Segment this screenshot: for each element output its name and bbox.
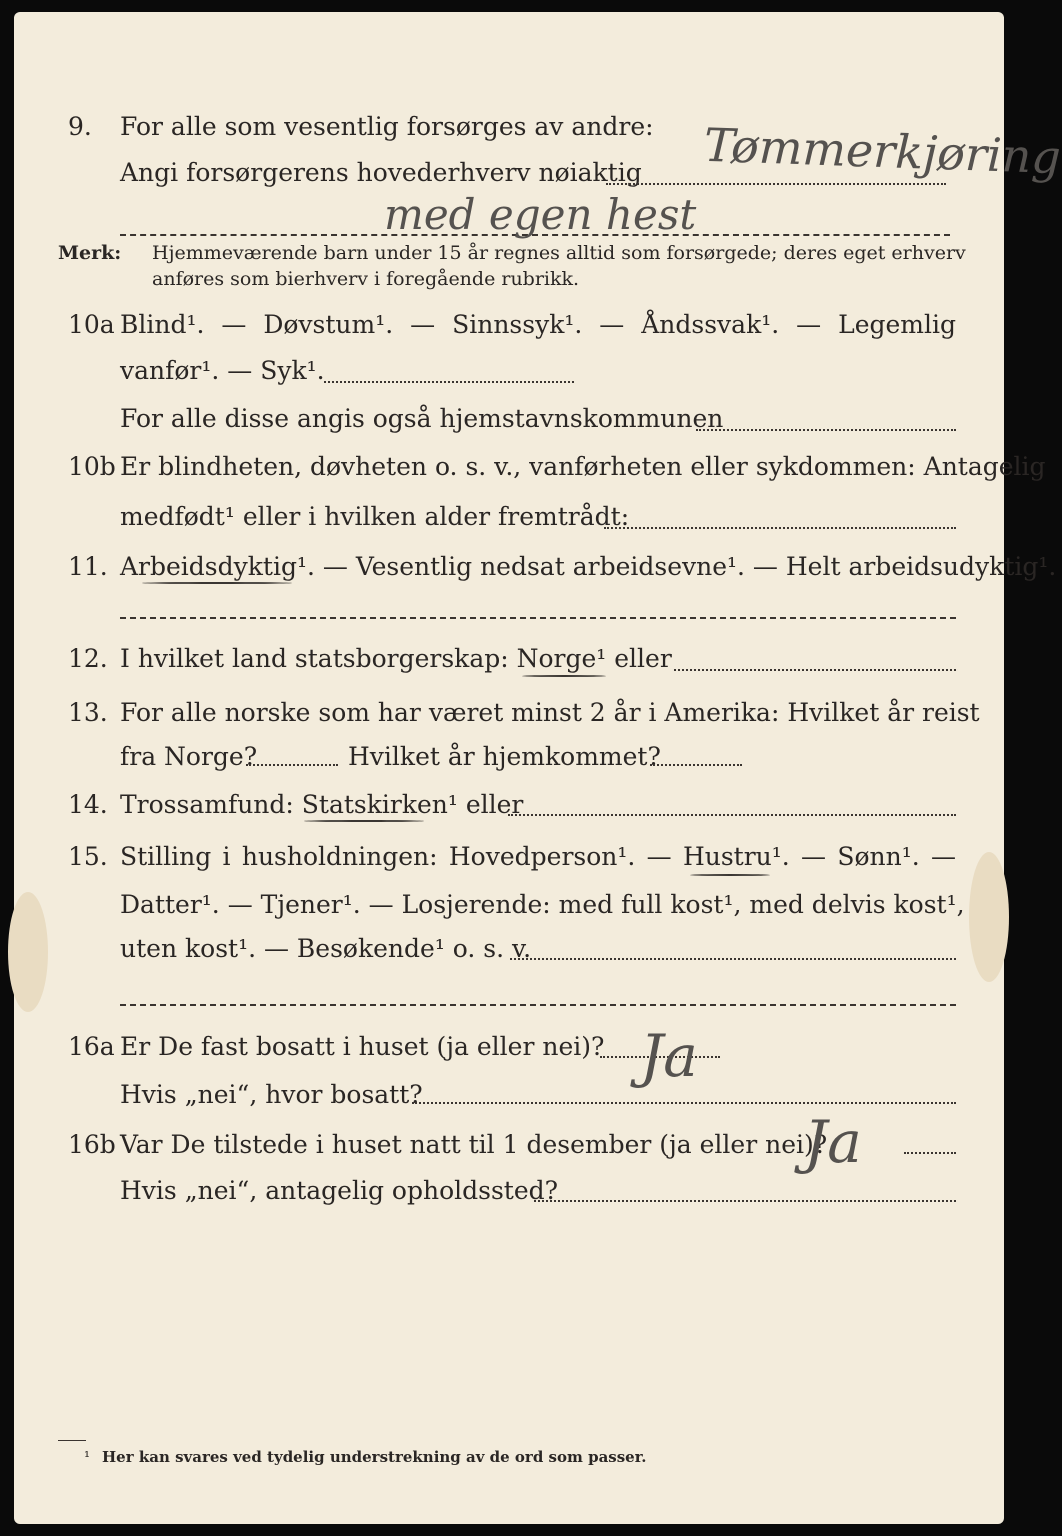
question-text: Blind¹. — Døvstum¹. — Sinnssyk¹. — Åndssvak¹. — Legemlig [120, 310, 956, 339]
answer-line [904, 1152, 956, 1154]
question-number: 10b [68, 452, 116, 481]
footnote-rule [58, 1440, 86, 1441]
footnote-text: Her kan svares ved tydelig understrekning av de ord som passer. [102, 1448, 647, 1466]
question-text: I hvilket land statsborgerskap: Norge¹ eller [120, 644, 672, 673]
question-number: 11. [68, 552, 108, 581]
question-text: Trossamfund: Statskirken¹ eller [120, 790, 524, 819]
handwritten-answer: med egen hest [384, 190, 697, 239]
answer-line [674, 669, 956, 671]
underline-mark [142, 582, 292, 584]
handwritten-answer: Ja [804, 1108, 862, 1176]
answer-line [412, 1102, 956, 1104]
underline-mark [690, 874, 770, 876]
footnote-mark: ¹ [84, 1448, 91, 1466]
question-text: Er blindheten, døvheten o. s. v., vanførheten eller sykdommen: Antagelig [120, 452, 1046, 481]
answer-line [246, 764, 338, 766]
question-number: 15. [68, 842, 108, 871]
question-number: 16a [68, 1032, 115, 1061]
question-text: Arbeidsdyktig¹. — Vesentlig nedsat arbeidsevne¹. — Helt arbeidsudyktig¹. [120, 552, 1057, 581]
answer-line [120, 1004, 956, 1006]
question-number: 12. [68, 644, 108, 673]
answer-line [510, 958, 956, 960]
question-number: 13. [68, 698, 108, 727]
question-number: 9. [68, 112, 92, 141]
underline-mark [304, 820, 424, 822]
answer-line [606, 183, 946, 185]
paper-stain [969, 852, 1009, 982]
answer-line [324, 381, 574, 383]
question-text: Datter¹. — Tjener¹. — Losjerende: med full kost¹, med delvis kost¹, [120, 890, 965, 919]
question-text: Hvilket år hjemkommet? [348, 742, 661, 771]
answer-line [534, 1200, 956, 1202]
answer-line [508, 814, 956, 816]
question-text: medfødt¹ eller i hvilken alder fremtrådt: [120, 502, 630, 531]
question-number: 14. [68, 790, 108, 819]
answer-line [696, 429, 956, 431]
question-text: Stilling i husholdningen: Hovedperson¹. — Hustru¹. — Sønn¹. — [120, 842, 956, 871]
note-label: Merk: [58, 242, 122, 264]
answer-line [120, 617, 956, 619]
handwritten-answer: Ja [640, 1022, 698, 1090]
question-text: Angi forsørgerens hovederhverv nøiaktig [120, 158, 642, 187]
question-text: Hvis „nei“, hvor bosatt? [120, 1080, 423, 1109]
question-text: For alle norske som har været minst 2 år i Amerika: Hvilket år reist [120, 698, 980, 727]
answer-line [650, 764, 742, 766]
question-text: Hvis „nei“, antagelig opholdssted? [120, 1176, 559, 1205]
note-text: Hjemmeværende barn under 15 år regnes alltid som forsørgede; deres eget erhverv [152, 242, 966, 264]
question-text: For alle som vesentlig forsørges av andre: [120, 112, 654, 141]
question-text: uten kost¹. — Besøkende¹ o. s. v. [120, 934, 532, 963]
question-text: fra Norge? [120, 742, 258, 771]
underline-mark [522, 675, 606, 677]
note-text: anføres som bierhverv i foregående rubrikk. [152, 268, 580, 290]
question-text: For alle disse angis også hjemstavnskommunen [120, 404, 724, 433]
answer-line [604, 527, 956, 529]
question-text: Var De tilstede i huset natt til 1 desember (ja eller nei)? [120, 1130, 828, 1159]
question-text: Er De fast bosatt i huset (ja eller nei)? [120, 1032, 605, 1061]
question-number: 10a [68, 310, 115, 339]
question-text: vanfør¹. — Syk¹. [120, 356, 325, 385]
question-number: 16b [68, 1130, 116, 1159]
census-form-page [14, 12, 1062, 1524]
paper-stain [8, 892, 48, 1012]
handwritten-answer: Tømmerkjøring [703, 117, 1062, 185]
